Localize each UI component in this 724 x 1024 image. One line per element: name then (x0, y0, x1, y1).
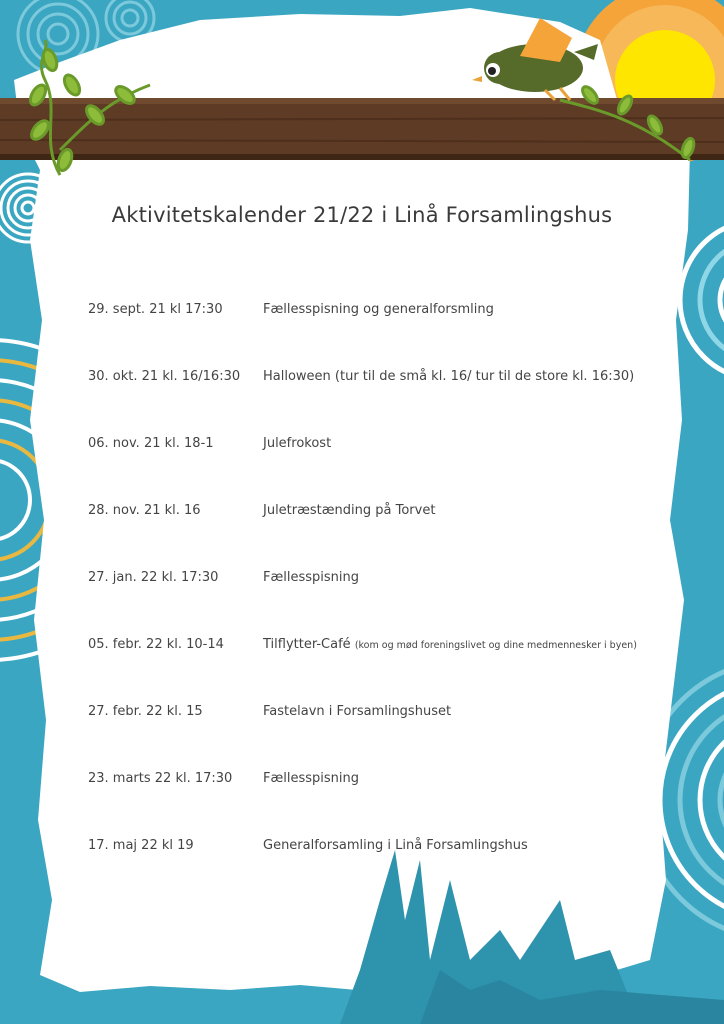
event-title: Halloween (tur til de små kl. 16/ tur til de store kl. 16:30) (263, 369, 635, 384)
event-title: Fællesspisning (263, 771, 359, 786)
event-title: Fællesspisning og generalforsmling (263, 302, 494, 317)
event-title: Generalforsamling i Linå Forsamlingshus (263, 838, 528, 853)
event-date: 05. febr. 22 kl. 10-14 (88, 637, 224, 652)
event-date: 23. marts 22 kl. 17:30 (88, 771, 233, 786)
event-date: 17. maj 22 kl 19 (88, 838, 194, 853)
list-item (88, 704, 648, 726)
event-date: 27. febr. 22 kl. 15 (88, 704, 203, 719)
page-title: Aktivitetskalender 21/22 i Linå Forsamlingshus (111, 203, 613, 227)
event-note: (kom og mød foreningslivet og dine medmennesker i byen) (354, 640, 637, 651)
list-item (88, 838, 648, 860)
list-item (88, 771, 648, 793)
list-item (88, 637, 648, 659)
event-date: 30. okt. 21 kl. 16/16:30 (88, 369, 241, 384)
list-item (88, 570, 648, 592)
event-date: 29. sept. 21 kl 17:30 (88, 302, 223, 317)
event-title-main: Tilflytter-Café (263, 637, 351, 652)
event-title: Juletræstænding på Torvet (263, 503, 436, 518)
event-title: Julefrokost (263, 436, 332, 451)
event-date: 06. nov. 21 kl. 18-1 (88, 436, 214, 451)
list-item (88, 436, 648, 458)
event-title: Fastelavn i Forsamlingshuset (263, 704, 452, 719)
event-date: 27. jan. 22 kl. 17:30 (88, 570, 219, 585)
list-item (88, 302, 648, 324)
event-title (263, 637, 637, 652)
event-title: Fællesspisning (263, 570, 359, 585)
list-item (88, 369, 648, 391)
event-date: 28. nov. 21 kl. 16 (88, 503, 201, 518)
list-item (88, 503, 648, 525)
